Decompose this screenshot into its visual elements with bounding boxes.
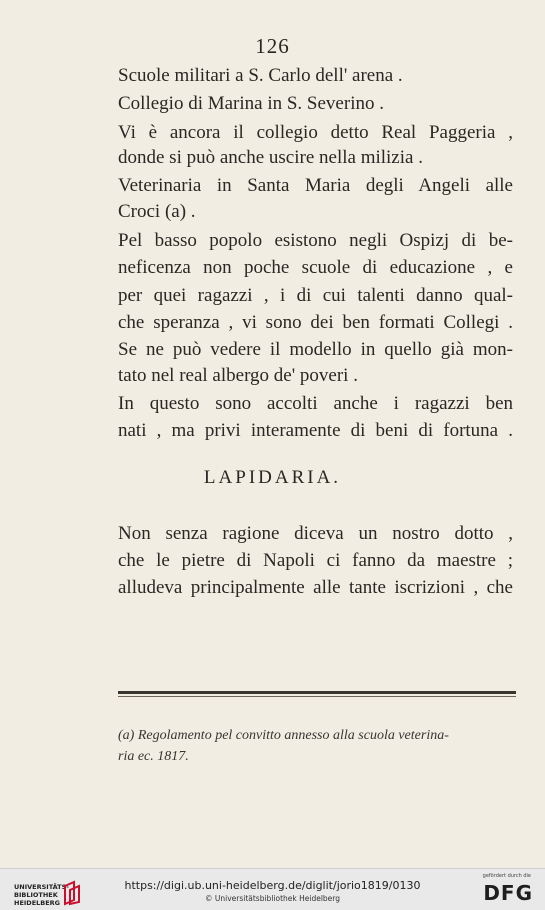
text-line: Collegio di Marina in S. Severino .: [118, 93, 384, 114]
section-heading: LAPIDARIA.: [203, 467, 342, 488]
footnote-line: ria ec. 1817.: [118, 749, 189, 764]
text-line: per quei ragazzi , i di cui talenti danno qual-: [118, 285, 513, 306]
text-line: che speranza , vi sono dei ben formati Collegi .: [118, 312, 513, 333]
text-line: In questo sono accolti anche i ragazzi ben: [118, 393, 513, 414]
text-line: neficenza non poche scuole di educazione , e: [118, 257, 513, 278]
text-line: Vi è ancora il collegio detto Real Paggeria ,: [118, 122, 513, 143]
viewer-footer: [0, 868, 545, 910]
text-line: Scuole militari a S. Carlo dell' arena .: [118, 65, 403, 86]
text-line: nati , ma privi interamente di beni di fortuna .: [118, 420, 513, 441]
text-line: Pel basso popolo esistono negli Ospizj di be-: [118, 230, 513, 251]
footnote-rule-thin: [118, 696, 516, 697]
dfg-logo: DFG: [483, 881, 533, 905]
footnote-line: (a) Regolamento pel convitto annesso alla scuola veterina-: [118, 728, 449, 743]
page-number: 126: [255, 34, 290, 58]
text-line: alludeva principalmente alle tante iscrizioni , che: [118, 577, 513, 598]
footnote-rule: [118, 691, 516, 694]
copyright-notice: © Universitätsbibliothek Heidelberg: [204, 894, 340, 903]
text-line: che le pietre di Napoli ci fanno da maestre ;: [118, 550, 513, 571]
text-line: Croci (a) .: [118, 201, 196, 222]
text-line: tato nel real albergo de' poveri .: [118, 365, 358, 386]
funder-note: gefördert durch die: [482, 873, 531, 879]
library-name: UNIVERSITÄTS- BIBLIOTHEK HEIDELBERG: [14, 883, 69, 907]
text-line: Se ne può vedere il modello in quello già mon-: [118, 339, 513, 360]
text-line: donde si può anche uscire nella milizia .: [118, 147, 423, 168]
text-line: Non senza ragione diceva un nostro dotto ,: [118, 523, 513, 544]
text-line: Veterinaria in Santa Maria degli Angeli alle: [118, 175, 513, 196]
permalink-url[interactable]: https://digi.ub.uni-heidelberg.de/diglit/jorio1819/0130: [124, 879, 421, 892]
